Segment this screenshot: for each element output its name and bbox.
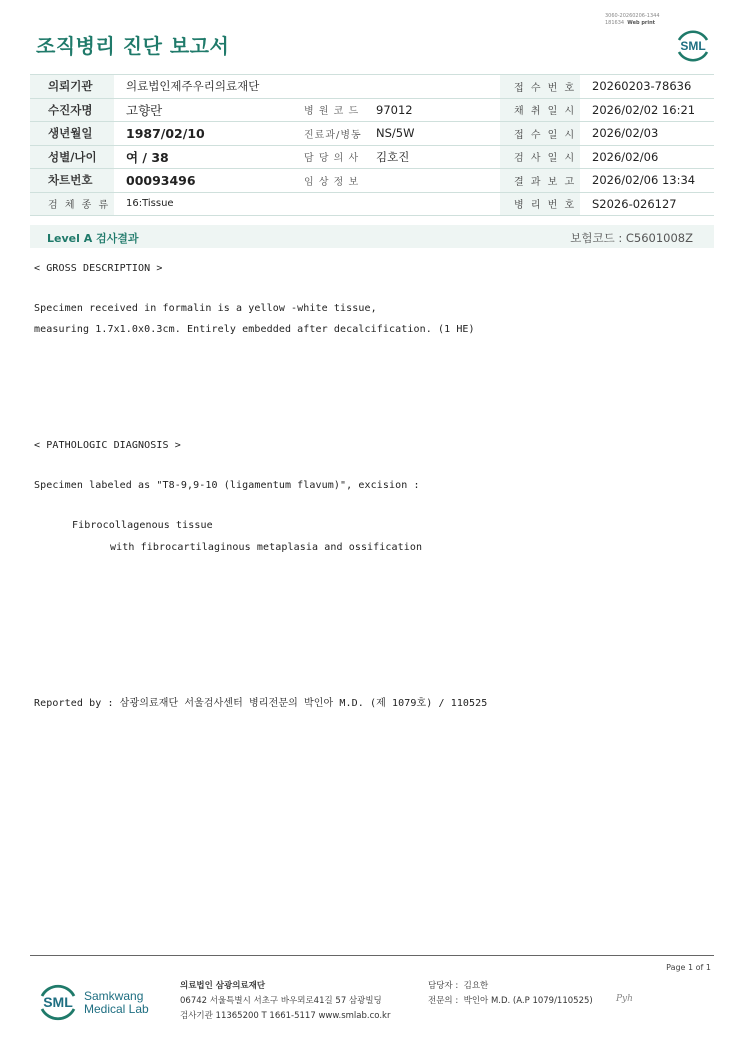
print-stamp [605, 13, 660, 27]
info-row [30, 98, 714, 122]
sml-footer-logo-text: SML [43, 994, 73, 1010]
dob-label: 생년월일 [30, 122, 114, 146]
receipt-date-label: 접 수 일 시 [500, 122, 580, 146]
doctor-value: 김호진 [364, 145, 500, 169]
exam-date-label: 검 사 일 시 [500, 145, 580, 169]
institution-value: 의료법인제주우리의료재단 [114, 75, 500, 99]
diagnosis-heading: < PATHOLOGIC DIAGNOSIS > [34, 440, 181, 451]
result-label: 결 과 보 고 [500, 169, 580, 193]
specimen-value: 16:Tissue [114, 192, 500, 216]
print-stamp-line1: 3060-20260206-1344 [605, 13, 660, 19]
sml-logo-text: SML [680, 39, 706, 53]
level-label: Level A 검사결과 [47, 232, 139, 245]
hospital-code-value: 97012 [364, 98, 500, 122]
brand-line1: Samkwang [84, 989, 144, 1003]
page-number: Page 1 of 1 [666, 963, 711, 972]
brand-line2: Medical Lab [84, 1002, 149, 1016]
institution-label: 의뢰기관 [30, 75, 114, 99]
signature: Pyh [616, 994, 633, 1004]
footer-divider [30, 955, 714, 956]
clinical-label: 임 상 정 보 [282, 169, 364, 193]
info-row [30, 75, 714, 99]
path-no-label: 병 리 번 호 [500, 192, 580, 216]
sml-footer-logo-icon [36, 980, 80, 1024]
report-title: 조직병리 진단 보고서 [36, 34, 230, 58]
collect-label: 채 취 일 시 [500, 98, 580, 122]
level-bar [30, 225, 714, 248]
patient-info-table [30, 74, 714, 216]
gross-line: Specimen received in formalin is a yellow -white tissue, [34, 303, 377, 314]
org-name: 의료법인 삼광의료재단 [180, 981, 266, 991]
dob-value: 1987/02/10 [114, 122, 282, 146]
diagnosis-line: Fibrocollagenous tissue [72, 520, 213, 531]
insurance-code: 보험코드 : C5601008Z [570, 231, 693, 245]
staff-line [428, 979, 593, 994]
specialist-label: 전문의 : [428, 996, 459, 1006]
dept-label: 진료과/병동 [282, 122, 364, 146]
specialist-value: 박인아 M.D. (A.P 1079/110525) [463, 996, 593, 1006]
info-row [30, 145, 714, 169]
reported-by: Reported by : 삼광의료재단 서울검사센터 병리전문의 박인아 M.D. (제 1079호) / 110525 [34, 698, 488, 709]
sml-logo-icon [673, 25, 713, 65]
specialist-line [428, 994, 593, 1009]
staff-label: 담당자 : [428, 981, 459, 991]
path-no-value: S2026-026127 [580, 192, 714, 216]
brand-name [84, 990, 149, 1016]
gross-heading: < GROSS DESCRIPTION > [34, 263, 163, 274]
chart-label: 차트번호 [30, 169, 114, 193]
receipt-no-value: 20260203-78636 [580, 75, 714, 99]
info-row [30, 192, 714, 216]
staff-value: 김요한 [463, 981, 489, 991]
diagnosis-line: Specimen labeled as "T8-9,9-10 (ligamentum flavum)", excision : [34, 480, 420, 491]
result-value: 2026/02/06 13:34 [580, 169, 714, 193]
print-stamp-label: Web print [627, 20, 656, 26]
doctor-label: 담 당 의 사 [282, 145, 364, 169]
dept-value: NS/5W [364, 122, 500, 146]
hospital-code-label: 병 원 코 드 [282, 98, 364, 122]
footer-org-block [180, 979, 390, 1024]
footer-staff-block [428, 979, 593, 1009]
patient-label: 수진자명 [30, 98, 114, 122]
org-address: 06742 서울특별시 서초구 바우뫼로41길 57 삼광빌딩 [180, 996, 382, 1006]
sex-age-label: 성별/나이 [30, 145, 114, 169]
collect-value: 2026/02/02 16:21 [580, 98, 714, 122]
print-stamp-line2 [605, 20, 660, 27]
info-row [30, 169, 714, 193]
info-row [30, 122, 714, 146]
org-contact: 검사기관 11365200 T 1661-5117 www.smlab.co.kr [180, 1011, 391, 1021]
chart-value: 00093496 [114, 169, 282, 193]
specimen-label: 검 체 종 류 [30, 192, 114, 216]
sex-age-value: 여 / 38 [114, 145, 282, 169]
clinical-value [364, 169, 500, 193]
exam-date-value: 2026/02/06 [580, 145, 714, 169]
receipt-no-label: 접 수 번 호 [500, 75, 580, 99]
receipt-date-value: 2026/02/03 [580, 122, 714, 146]
print-stamp-id: 181634 [605, 20, 625, 26]
diagnosis-line: with fibrocartilaginous metaplasia and ossification [110, 542, 423, 553]
patient-value: 고향란 [114, 98, 282, 122]
gross-line: measuring 1.7x1.0x0.3cm. Entirely embedded after decalcification. (1 HE) [34, 324, 475, 335]
